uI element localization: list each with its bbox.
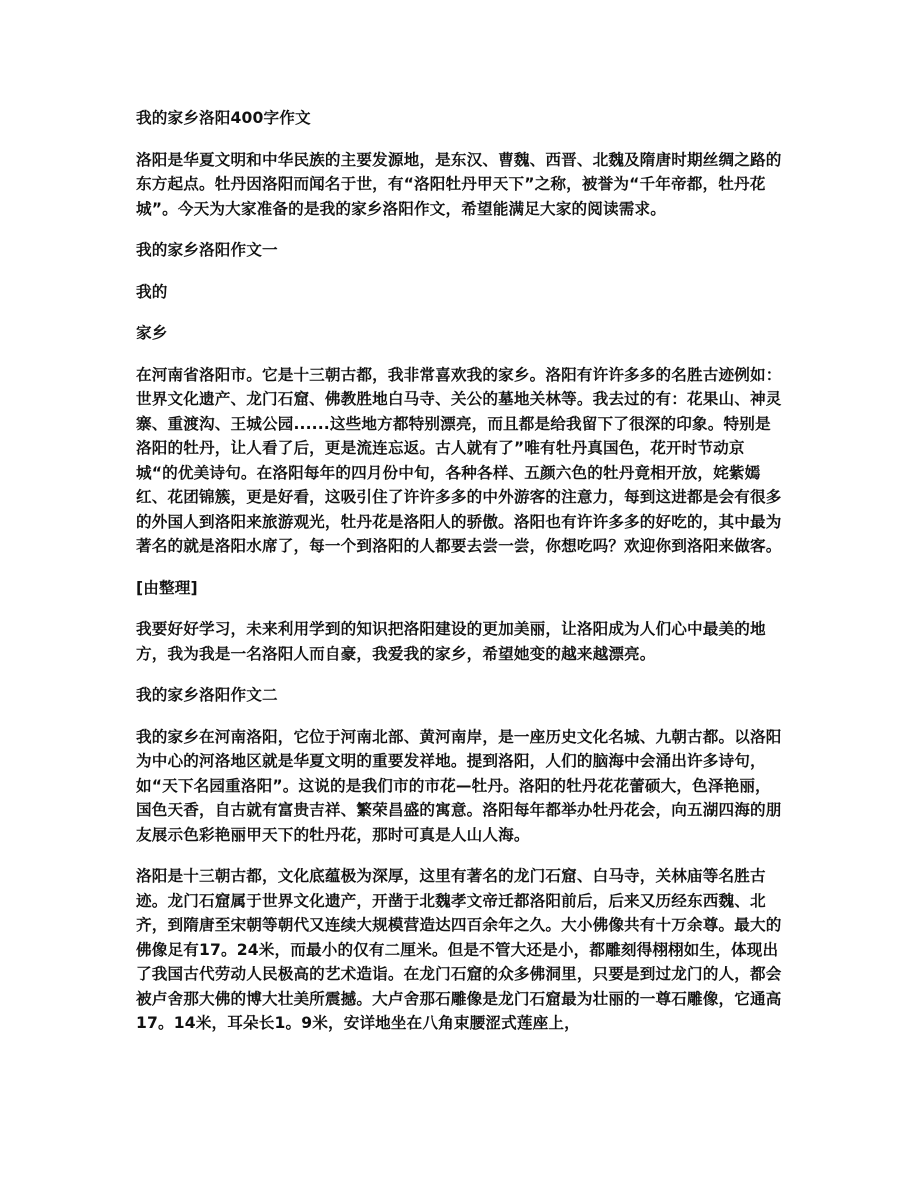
body-paragraph: 我的家乡在河南洛阳，它位于河南北部、黄河南岸，是一座历史文化名城、九朝古都。以洛阳为中心的河洛地区就是华夏文明的重要发祥地。提到洛阳，人们的脑海中会涌出许多诗句，如“天下名园重洛阳”。这说的是我们市的市花—牡丹。洛阳的牡丹花花蕾硕大，色泽艳丽，国色天香，自古就有富贵吉祥、繁荣昌盛的寓意。洛阳每年都举办牡丹花会，向五湖四海的朋友展示色彩艳丽甲天下的牡丹花，那时可真是人山人海。 [136, 727, 782, 844]
body-paragraph: 我要好好学习，未来利用学到的知识把洛阳建设的更加美丽，让洛阳成为人们心中最美的地方，我为我是一名洛阳人而自豪，我爱我的家乡，希望她变的越来越漂亮。 [136, 620, 766, 663]
document-body [136, 106, 784, 1053]
paragraph-fragment: 家乡 [136, 324, 168, 342]
document-title: 我的家乡洛阳400字作文 [136, 109, 311, 127]
body-paragraph: 在河南省洛阳市。它是十三朝古都，我非常喜欢我的家乡。洛阳有许许多多的名胜古迹例如：世界文化遗产、龙门石窟、佛教胜地白马寺、关公的墓地关林等。我去过的有：花果山、神灵寨、重渡沟、王城公园......这些地方都特别漂亮，而且都是给我留下了很深的印象。特别是洛阳的牡丹，让人看了后，更是流连忘返。古人就有了”唯有牡丹真国色，花开时节动京城“的优美诗句。在洛阳每年的四月份中旬，各种各样、五颜六色的牡丹竟相开放，姹紫嫣红、花团锦簇，更是好看，这吸引住了许许多多的中外游客的注意力，每到这进都是会有很多的外国人到洛阳来旅游观光，牡丹花是洛阳人的骄傲。洛阳也有许许多多的好吃的，其中最为著名的就是洛阳水席了，每一个到洛阳的人都要去尝一尝，你想吃吗？欢迎你到洛阳来做客。 [136, 365, 782, 555]
source-note: [由整理] [136, 578, 198, 597]
intro-paragraph: 洛阳是华夏文明和中华民族的主要发源地，是东汉、曹魏、西晋、北魏及隋唐时期丝绸之路的东方起点。牡丹因洛阳而闻名于世，有“洛阳牡丹甲天下”之称，被誉为“千年帝都，牡丹花城”。今天为大家准备的是我的家乡洛阳作文，希望能满足大家的阅读需求。 [136, 150, 782, 218]
section-heading-essay-one: 我的家乡洛阳作文一 [136, 241, 278, 259]
paragraph-fragment: 我的 [136, 282, 168, 301]
section-heading-essay-two: 我的家乡洛阳作文二 [136, 686, 278, 704]
body-paragraph: 洛阳是十三朝古都，文化底蕴极为深厚，这里有著名的龙门石窟、白马寺，关林庙等名胜古迹。龙门石窟属于世界文化遗产，开凿于北魏孝文帝迁都洛阳前后，后来又历经东西魏、北齐，到隋唐至宋朝等朝代又连续大规模营造达四百余年之久。大小佛像共有十万余尊。最大的佛像足有17。24米，而最小的仅有二厘米。但是不管大还是小，都雕刻得栩栩如生，体现出了我国古代劳动人民极高的艺术造诣。在龙门石窟的众多佛洞里，只要是到过龙门的人，都会被卢舍那大佛的博大壮美所震撼。大卢舍那石雕像是龙门石窟最为壮丽的一尊石雕像，它通高17。14米，耳朵长1。9米，安详地坐在八角束腰涩式莲座上， [136, 867, 782, 1032]
